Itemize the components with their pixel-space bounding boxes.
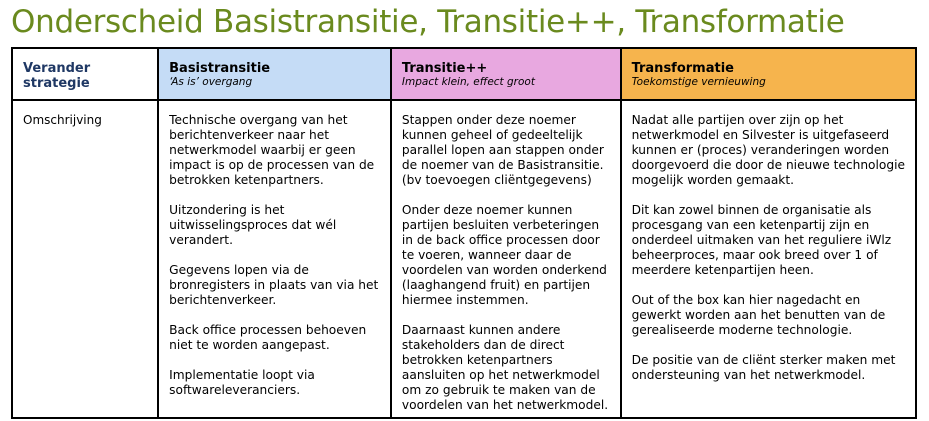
description-paragraph: Dit kan zowel binnen de organisatie als procesgang van een ketenpartij zijn en onderdeel uitmaken van het reguliere iWlz beheerproces, maar ook breed over 1 of meerdere ketenpartijen heen. xyxy=(631,203,892,277)
basistransitie-description-cell xyxy=(158,100,391,418)
description-paragraph: Stappen onder deze noemer kunnen geheel of gedeeltelijk parallel lopen aan stappen onder de noemer van de Basistransitie. (bv toevoegen cliëntgegevens) xyxy=(401,113,604,187)
description-paragraph: Implementatie loopt via softwareleveranciers. xyxy=(169,368,315,397)
description-paragraph: Uitzondering is het uitwisselingsproces dat wél verandert. xyxy=(169,203,337,247)
basistransitie-header-cell xyxy=(158,48,391,100)
description-paragraph: De positie van de cliënt sterker maken met ondersteuning van het netwerkmodel. xyxy=(631,353,896,382)
transformatie-title: Transformatie xyxy=(631,61,734,76)
description-paragraph: Daarnaast kunnen andere stakeholders dan de direct betrokken ketenpartners aansluiten op het netwerkmodel om zo gebruik te maken van de voordelen van het netwerkmodel. xyxy=(401,323,609,412)
transitie-title: Transitie++ xyxy=(401,61,488,76)
comparison-table xyxy=(11,47,917,419)
description-paragraph: Gegevens lopen via de bronregisters in plaats van via het berichtenverkeer. xyxy=(169,263,379,307)
transitie-header-cell xyxy=(391,48,621,100)
description-paragraph: Onder deze noemer kunnen partijen besluiten verbeteringen in de back office processen door te voeren, wanneer daar de voordelen van worden onderkend (laaghangend fruit) en partijen hiermee instemmen. xyxy=(401,203,607,307)
header-row xyxy=(12,48,916,100)
transitie-subtitle: Impact klein, effect groot xyxy=(401,76,535,88)
basistransitie-subtitle: ‘As is’ overgang xyxy=(169,76,253,88)
description-paragraph: Out of the box kan hier nagedacht en gewerkt worden aan het benutten van de gerealiseerde moderne technologie. xyxy=(631,293,886,337)
omschrijving-row xyxy=(12,100,916,418)
description-paragraph: Technische overgang van het berichtenverkeer naar het netwerkmodel waarbij er geen impact is op de processen van de betrokken ketenpartners. xyxy=(169,113,375,187)
basistransitie-title: Basistransitie xyxy=(169,61,271,76)
transformatie-subtitle: Toekomstige vernieuwing xyxy=(631,76,766,88)
row-label-cell xyxy=(12,100,158,418)
strategy-header-cell xyxy=(12,48,158,100)
description-paragraph: Back office processen behoeven niet te worden aangepast. xyxy=(169,323,367,352)
description-paragraph: Nadat alle partijen over zijn op het netwerkmodel en Silvester is uitgefaseerd kunnen er (proces) veranderingen worden doorgevoerd die door de nieuwe technologie mogelijk worden gemaakt. xyxy=(631,113,905,187)
transitie-description-cell xyxy=(391,100,621,418)
row-label: Omschrijving xyxy=(23,113,102,127)
transformatie-description-cell xyxy=(621,100,916,418)
strategy-label: Verander strategie xyxy=(23,61,91,91)
page-title: Onderscheid Basistransitie, Transitie++, Transformatie xyxy=(11,4,845,40)
transformatie-header-cell xyxy=(621,48,916,100)
